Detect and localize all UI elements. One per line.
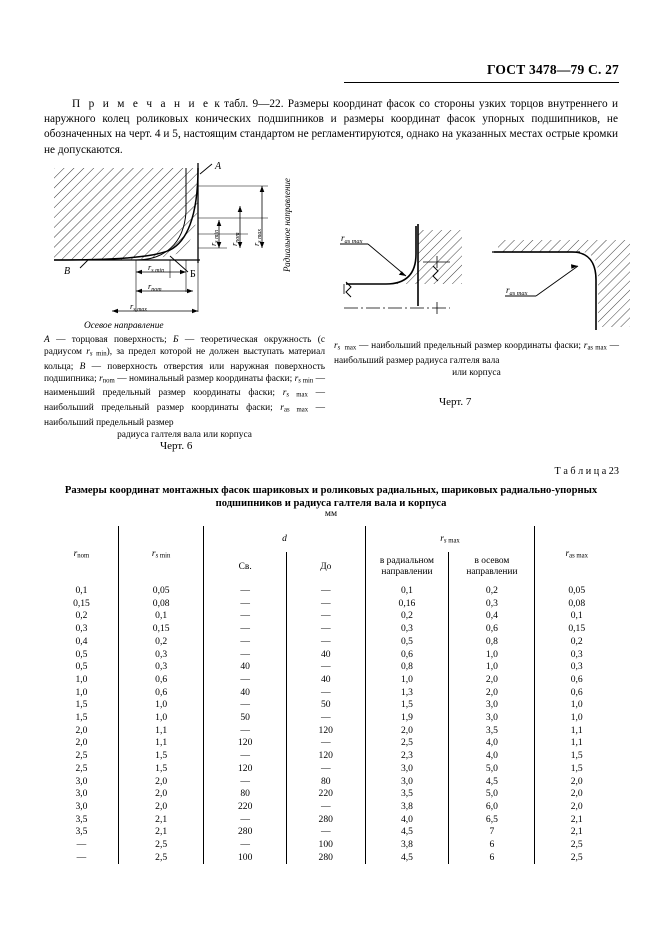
cell-r-nom: 0,4: [75, 635, 88, 647]
note-text: к табл. 9—22. Размеры координат фасок со стороны узких торцов внутреннего и наружного колец роликовых конических подшипников и размеры координат фасок упорных подшипников, не обозначенных на черт. 4 и 5, настоящим стандартом не регламентируются, однако на указанных местах острые кромки не допускаются.: [44, 98, 618, 156]
cell-rs-min: 2,1: [118, 814, 203, 827]
cell-rs-min: 0,05: [118, 582, 203, 598]
cell-rs-max-axial: 5,0: [449, 763, 535, 776]
cell-rs-max-axial: 6: [449, 852, 535, 865]
cell-d-from: —: [204, 636, 287, 649]
cell-ras-max: 2,1: [535, 814, 618, 827]
cell-d-to: —: [286, 712, 365, 725]
cell-d-from: —: [204, 839, 287, 852]
cell-rs-min: 1,1: [118, 725, 203, 738]
cell-ras-max: 1,0: [535, 699, 618, 712]
cell-r-nom: 0,5: [75, 648, 88, 660]
note-label: П р и м е ч а н и е: [72, 98, 211, 110]
cell-ras-max: 2,0: [535, 801, 618, 814]
cell-rs-min: 1,0: [118, 699, 203, 712]
coordinates-table: [45, 526, 618, 864]
cell-ras-max: 1,5: [535, 750, 618, 763]
cell-ras-max: 1,5: [535, 763, 618, 776]
cell-rs-max-axial: 3,0: [449, 699, 535, 712]
cell-rs-min: 0,08: [118, 598, 203, 611]
cell-d-to: —: [286, 826, 365, 839]
cell-rs-min: 2,5: [118, 839, 203, 852]
cell-d-to: —: [286, 763, 365, 776]
cell-ras-max: 2,0: [535, 776, 618, 789]
svg-text:rnom: $r_{nom}$: [230, 232, 241, 246]
cell-rs-max-axial: 0,2: [449, 582, 535, 598]
cell-rs-max-radial: 2,0: [365, 725, 449, 738]
cell-ras-max: 2,5: [535, 839, 618, 852]
cell-rs-min: 2,0: [118, 788, 203, 801]
cell-d-to: —: [286, 623, 365, 636]
cell-rs-max-radial: 0,6: [365, 649, 449, 662]
table-row: [45, 687, 618, 700]
cell-rs-min: 0,3: [118, 649, 203, 662]
header-group-d: d: [204, 526, 365, 552]
cell-rs-max-axial: 6,0: [449, 801, 535, 814]
svg-text:В: В: [64, 266, 71, 277]
table-row: [45, 674, 618, 687]
table-header-row-1: [45, 526, 618, 552]
table-row: [45, 661, 618, 674]
cell-rs-max-radial: 0,16: [365, 598, 449, 611]
header-group-rs-max: $r_{s max}$: [365, 526, 535, 552]
cell-rs-max-radial: 1,5: [365, 699, 449, 712]
header-rs-min: $r_{s min}$: [118, 526, 203, 582]
cell-d-to: —: [286, 801, 365, 814]
note-paragraph: [44, 97, 618, 158]
cell-d-from: —: [204, 750, 287, 763]
cell-ras-max: 0,08: [535, 598, 618, 611]
cell-d-to: 80: [286, 776, 365, 789]
svg-text:rnom: $r_{nom}$: [148, 282, 162, 293]
cell-rs-max-axial: 3,0: [449, 712, 535, 725]
cell-r-nom: 0,2: [75, 610, 88, 622]
cell-d-to: —: [286, 661, 365, 674]
cell-d-from: —: [204, 598, 287, 611]
cell-rs-max-axial: 0,6: [449, 623, 535, 636]
table-row: [45, 826, 618, 839]
figure-7-legend: $r_{s max}$ — наибольший предельный размер координаты фаски; $r_{as max}$ — наибольший размер радиуса галтеля вала или корпуса: [334, 341, 620, 378]
table-title: Размеры координат монтажных фасок шариковых и роликовых радиальных, шариковых радиально-упорных подшипников и радиуса галтеля вала и корпуса: [64, 485, 598, 510]
table-row: [45, 763, 618, 776]
table-row: [45, 737, 618, 750]
table-row: [45, 814, 618, 827]
cell-ras-max: 0,3: [535, 649, 618, 662]
cell-rs-max-axial: 2,0: [449, 687, 535, 700]
cell-d-to: —: [286, 582, 365, 598]
cell-r-nom: —: [76, 851, 87, 863]
table-row: [45, 776, 618, 789]
cell-r-nom: 3,0: [75, 800, 88, 812]
cell-d-to: 120: [286, 750, 365, 763]
cell-rs-max-axial: 0,3: [449, 598, 535, 611]
cell-rs-max-radial: 3,5: [365, 788, 449, 801]
cell-d-to: 100: [286, 839, 365, 852]
cell-r-nom: 3,0: [75, 788, 88, 800]
cell-rs-max-radial: 0,2: [365, 610, 449, 623]
cell-d-from: —: [204, 623, 287, 636]
cell-d-from: 100: [204, 852, 287, 865]
cell-d-to: 50: [286, 699, 365, 712]
cell-r-nom: 2,5: [75, 750, 88, 762]
cell-d-from: 220: [204, 801, 287, 814]
cell-rs-max-radial: 3,8: [365, 839, 449, 852]
cell-rs-max-radial: 4,0: [365, 814, 449, 827]
table-row: [45, 699, 618, 712]
cell-r-nom: 1,0: [75, 686, 88, 698]
table-body: [45, 582, 618, 864]
cell-r-nom: 1,5: [75, 699, 88, 711]
cell-d-from: —: [204, 699, 287, 712]
table-row: [45, 649, 618, 662]
cell-ras-max: 2,0: [535, 788, 618, 801]
header-d-from: Св.: [204, 552, 287, 582]
cell-rs-max-radial: 2,3: [365, 750, 449, 763]
svg-text:rs max: $r_{s max}$: [130, 302, 148, 313]
cell-d-from: 80: [204, 788, 287, 801]
page-header: [40, 62, 619, 84]
cell-d-to: 120: [286, 725, 365, 738]
cell-r-nom: 0,15: [73, 597, 90, 609]
figure-7-caption: Черт. 7: [439, 396, 472, 408]
cell-r-nom: 3,0: [75, 775, 88, 787]
cell-d-from: —: [204, 674, 287, 687]
cell-ras-max: 0,2: [535, 636, 618, 649]
cell-rs-max-axial: 0,8: [449, 636, 535, 649]
figure7-left-label: $r_{as max}$: [341, 233, 363, 245]
table-row: [45, 712, 618, 725]
cell-rs-max-axial: 4,0: [449, 750, 535, 763]
table-row: [45, 750, 618, 763]
cell-rs-max-axial: 6,5: [449, 814, 535, 827]
header-r-nom: $r_{nom}$: [73, 548, 90, 560]
svg-text:Б: Б: [190, 269, 196, 280]
cell-r-nom: 0,5: [75, 661, 88, 673]
cell-d-from: —: [204, 649, 287, 662]
cell-ras-max: 1,1: [535, 725, 618, 738]
cell-rs-min: 0,6: [118, 674, 203, 687]
table-row: [45, 623, 618, 636]
table-row: [45, 598, 618, 611]
cell-rs-min: 1,5: [118, 750, 203, 763]
cell-r-nom: 1,0: [75, 673, 88, 685]
cell-rs-max-radial: 1,0: [365, 674, 449, 687]
cell-rs-max-axial: 4,0: [449, 737, 535, 750]
standard-designation: ГОСТ 3478—79 С. 27: [486, 62, 619, 77]
figure7-right-label: $r_{as max}$: [506, 285, 528, 297]
cell-ras-max: 1,1: [535, 737, 618, 750]
cell-d-to: 280: [286, 814, 365, 827]
cell-rs-min: 2,0: [118, 801, 203, 814]
cell-d-to: —: [286, 598, 365, 611]
cell-rs-max-radial: 1,3: [365, 687, 449, 700]
figure6-horizontal-axis-label: Осевое направление: [84, 321, 164, 330]
table-unit: мм: [324, 508, 338, 519]
cell-r-nom: 0,1: [75, 585, 88, 596]
cell-ras-max: 2,1: [535, 826, 618, 839]
cell-rs-min: 1,5: [118, 763, 203, 776]
cell-d-to: 280: [286, 852, 365, 865]
cell-rs-max-radial: 2,5: [365, 737, 449, 750]
table-row: [45, 788, 618, 801]
cell-r-nom: 2,0: [75, 737, 88, 749]
figure-6-drawing: [52, 160, 332, 330]
cell-rs-max-radial: 3,8: [365, 801, 449, 814]
svg-text:rs min: $r_{s min}$: [209, 229, 220, 246]
cell-r-nom: 1,5: [75, 712, 88, 724]
cell-d-from: 120: [204, 737, 287, 750]
cell-rs-max-radial: 0,5: [365, 636, 449, 649]
header-radial-direction: в радиальном направлении: [365, 552, 449, 582]
cell-ras-max: 0,3: [535, 661, 618, 674]
cell-ras-max: 0,1: [535, 610, 618, 623]
cell-rs-min: 0,6: [118, 687, 203, 700]
header-d-to: До: [286, 552, 365, 582]
cell-r-nom: 3,5: [75, 826, 88, 838]
cell-d-from: 40: [204, 687, 287, 700]
header-ras-max: $r_{as max}$: [535, 526, 618, 582]
cell-rs-min: 0,2: [118, 636, 203, 649]
cell-rs-max-axial: 0,4: [449, 610, 535, 623]
cell-rs-max-axial: 6: [449, 839, 535, 852]
cell-d-from: 280: [204, 826, 287, 839]
cell-rs-max-axial: 4,5: [449, 776, 535, 789]
cell-d-from: —: [204, 776, 287, 789]
cell-ras-max: 1,0: [535, 712, 618, 725]
cell-rs-min: 1,0: [118, 712, 203, 725]
figure-7-drawing: [330, 222, 630, 332]
cell-rs-max-radial: 1,9: [365, 712, 449, 725]
table-row: [45, 725, 618, 738]
figure-6-caption: Черт. 6: [160, 440, 193, 452]
cell-rs-min: 0,15: [118, 623, 203, 636]
table-number: Т а б л и ц а 23: [554, 466, 619, 477]
cell-d-from: —: [204, 610, 287, 623]
svg-text:rs min: $r_{s min}$: [148, 263, 165, 274]
cell-r-nom: 3,5: [75, 813, 88, 825]
cell-rs-min: 2,5: [118, 852, 203, 865]
cell-rs-max-axial: 1,0: [449, 649, 535, 662]
cell-d-to: —: [286, 636, 365, 649]
cell-ras-max: 0,6: [535, 674, 618, 687]
cell-d-to: 220: [286, 788, 365, 801]
cell-r-nom: 0,3: [75, 623, 88, 635]
header-axial-direction: в осевом направлении: [449, 552, 535, 582]
cell-rs-max-radial: 0,3: [365, 623, 449, 636]
cell-r-nom: 2,0: [75, 724, 88, 736]
cell-rs-max-axial: 2,0: [449, 674, 535, 687]
cell-d-from: —: [204, 582, 287, 598]
cell-d-to: —: [286, 687, 365, 700]
svg-text:А: А: [215, 161, 222, 172]
cell-d-from: 40: [204, 661, 287, 674]
cell-rs-max-radial: 0,8: [365, 661, 449, 674]
table-head: [45, 526, 618, 582]
table-row: [45, 610, 618, 623]
cell-d-from: 50: [204, 712, 287, 725]
cell-d-from: —: [204, 725, 287, 738]
cell-rs-max-axial: 3,5: [449, 725, 535, 738]
table-row: [45, 801, 618, 814]
cell-rs-max-radial: 4,5: [365, 852, 449, 865]
cell-rs-max-axial: 1,0: [449, 661, 535, 674]
cell-d-to: 40: [286, 674, 365, 687]
figure6-vertical-axis-label: Радиальное направление: [282, 178, 292, 272]
cell-rs-max-radial: 4,5: [365, 826, 449, 839]
cell-ras-max: 0,6: [535, 687, 618, 700]
cell-rs-min: 1,1: [118, 737, 203, 750]
cell-rs-min: 2,1: [118, 826, 203, 839]
cell-rs-max-axial: 7: [449, 826, 535, 839]
cell-rs-max-axial: 5,0: [449, 788, 535, 801]
cell-d-to: 40: [286, 649, 365, 662]
cell-d-to: —: [286, 610, 365, 623]
cell-ras-max: 2,5: [535, 852, 618, 865]
figure-6-legend: А — торцовая поверхность; Б — теоретическая окружность (с радиусом $r_{s min}$), за предел которой не должен выступать материал кольца; В — поверхность отверстия или наружная поверхность подшипника; $r_{nom}$ — номинальный размер координаты фаски; $r_{s min}$ — наименьший предельный размер координаты фаски; $r_{s max}$ — наибольший предельный размер координаты фаски; $r_{as max}$ — наибольший предельный размер радиуса галтеля вала или корпуса: [44, 335, 326, 440]
cell-ras-max: 0,05: [535, 582, 618, 598]
cell-ras-max: 0,15: [535, 623, 618, 636]
table-row: [45, 839, 618, 852]
header-rule: [344, 82, 619, 83]
table-row: [45, 852, 618, 865]
cell-rs-max-radial: 3,0: [365, 763, 449, 776]
svg-text:rs max: $r_{s max}$: [252, 228, 263, 246]
cell-r-nom: —: [76, 839, 87, 851]
cell-d-to: —: [286, 737, 365, 750]
cell-rs-max-radial: 0,1: [365, 582, 449, 598]
table-row: [45, 636, 618, 649]
cell-rs-min: 0,3: [118, 661, 203, 674]
cell-rs-min: 0,1: [118, 610, 203, 623]
cell-rs-max-radial: 3,0: [365, 776, 449, 789]
cell-d-from: 120: [204, 763, 287, 776]
table-row: [45, 582, 618, 598]
cell-d-from: —: [204, 814, 287, 827]
cell-rs-min: 2,0: [118, 776, 203, 789]
cell-r-nom: 2,5: [75, 762, 88, 774]
